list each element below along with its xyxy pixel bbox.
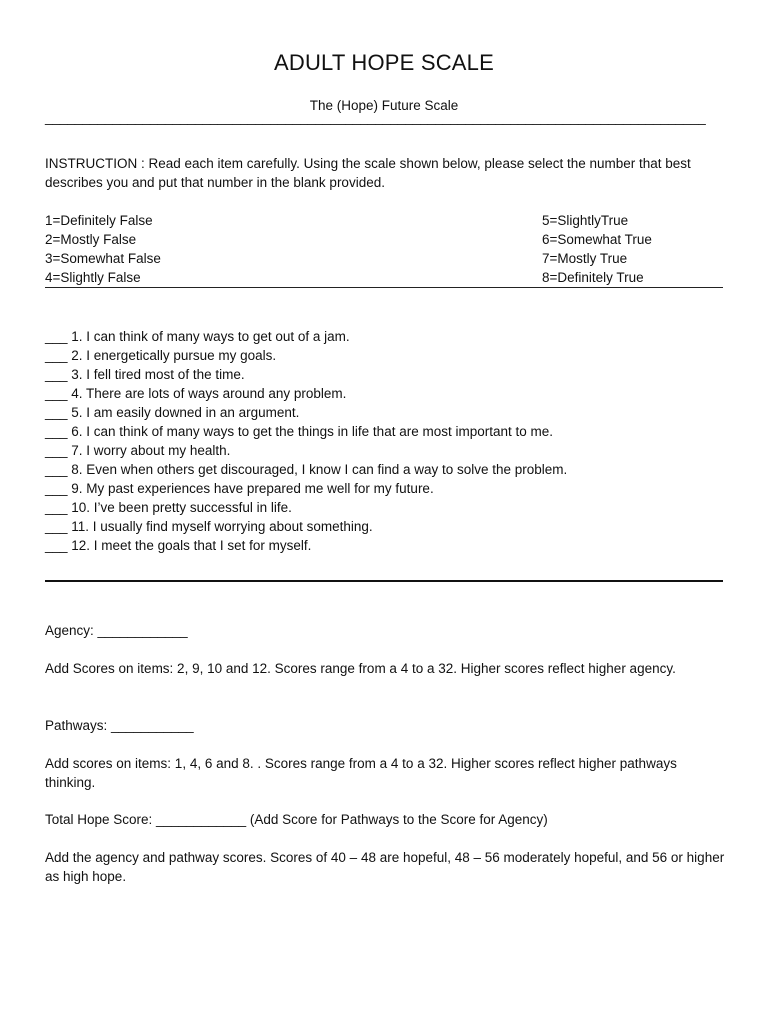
list-item: ___ 4. There are lots of ways around any problem. xyxy=(45,386,347,401)
title-underline: ________________________________________________________________________________________ xyxy=(45,110,706,125)
scale-option: 8=Definitely True xyxy=(542,270,644,285)
item-list xyxy=(45,327,735,555)
scale-option: 1=Definitely False xyxy=(45,213,153,228)
section-divider xyxy=(45,580,723,582)
agency-note: Add Scores on items: 2, 9, 10 and 12. Scores range from a 4 to a 32. Higher scores reflect higher agency. xyxy=(45,661,676,676)
pathways-note: Add scores on items: 1, 4, 6 and 8. . Scores range from a 4 to a 32. Higher scores reflect higher pathways thinking. xyxy=(45,756,677,790)
scale-option: 7=Mostly True xyxy=(542,251,628,266)
list-item: ___ 2. I energetically pursue my goals. xyxy=(45,348,277,363)
instruction-text: INSTRUCTION : Read each item carefully. Using the scale shown below, please select the number that best describes you and put that number in the blank provided. xyxy=(45,156,691,190)
scale-option: 5=SlightlyTrue xyxy=(542,213,629,228)
list-item: ___ 3. I fell tired most of the time. xyxy=(45,367,245,382)
document-title: ADULT HOPE SCALE xyxy=(273,50,494,75)
scale-option: 4=Slightly False xyxy=(45,270,141,285)
scale-divider xyxy=(45,287,723,288)
scale-true-column xyxy=(542,211,652,287)
total-score-note: Add the agency and pathway scores. Scores of 40 – 48 are hopeful, 48 – 56 moderately hopeful, and 56 or higher as high hope. xyxy=(45,850,725,884)
document-subtitle: The (Hope) Future Scale xyxy=(309,98,459,113)
list-item: ___ 11. I usually find myself worrying about something. xyxy=(45,519,373,534)
list-item: ___ 9. My past experiences have prepared me well for my future. xyxy=(45,481,434,496)
list-item: ___ 8. Even when others get discouraged, I know I can find a way to solve the problem. xyxy=(45,462,568,477)
list-item: ___ 6. I can think of many ways to get the things in life that are most important to me. xyxy=(45,424,554,439)
scale-option: 3=Somewhat False xyxy=(45,251,161,266)
scale-option: 2=Mostly False xyxy=(45,232,137,247)
list-item: ___ 5. I am easily downed in an argument. xyxy=(45,405,300,420)
list-item: ___ 12. I meet the goals that I set for myself. xyxy=(45,538,312,553)
agency-label: Agency: ____________ xyxy=(45,623,188,638)
list-item: ___ 10. I’ve been pretty successful in life. xyxy=(45,500,292,515)
list-item: ___ 1. I can think of many ways to get out of a jam. xyxy=(45,329,350,344)
pathways-label: Pathways: ___________ xyxy=(45,718,194,733)
scale-option: 6=Somewhat True xyxy=(542,232,652,247)
list-item: ___ 7. I worry about my health. xyxy=(45,443,231,458)
total-score-label: Total Hope Score: ____________ (Add Score for Pathways to the Score for Agency) xyxy=(45,812,548,827)
scale-false-column xyxy=(45,211,161,287)
